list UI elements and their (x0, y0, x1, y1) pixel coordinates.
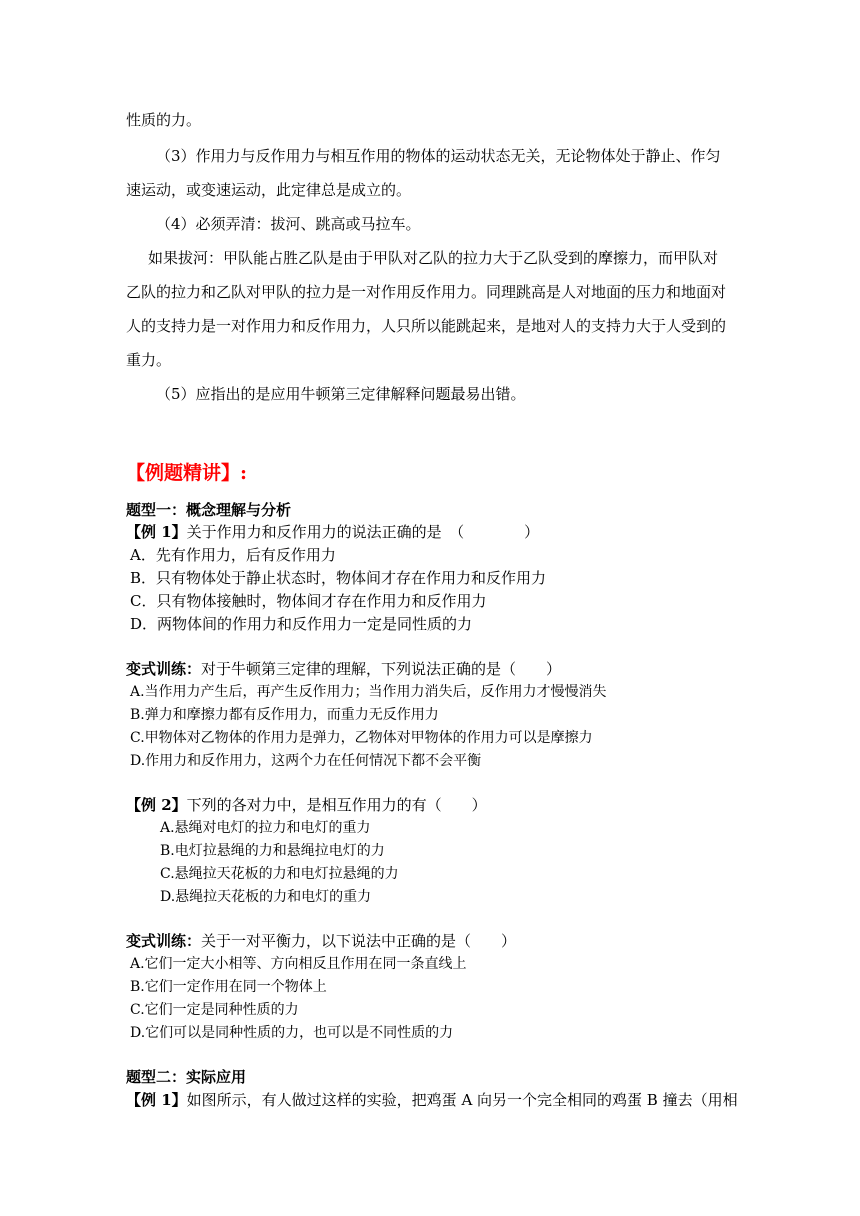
question-stem: 如图所示，有人做过这样的实验，把鸡蛋 A 向另一个完全相同的鸡蛋 B 撞去（用相 (186, 1091, 738, 1109)
variant2-question (126, 931, 516, 951)
type1-example1-question (126, 522, 539, 542)
intro-continuation: 性质的力。 (126, 111, 202, 129)
section-title: 【例题精讲】: (126, 462, 248, 484)
option-d: D.作用力和反作用力，这两个力在任何情况下都不会平衡 (130, 753, 482, 769)
point-4-line-4: 重力。 (126, 351, 172, 369)
point-3-continuation: 速运动，或变速运动，此定律总是成立的。 (126, 181, 412, 199)
point-4-line-2: 乙队的拉力和乙队对甲队的拉力是一对作用反作用力。同理跳高是人对地面的压力和地面对 (126, 283, 727, 301)
option-a: A.它们一定大小相等、方向相反且作用在同一条直线上 (130, 956, 467, 972)
point-5: （5）应指出的是应用牛顿第三定律解释问题最易出错。 (156, 385, 526, 403)
type2-heading: 题型二：实际应用 (126, 1068, 247, 1086)
option-c: C.它们一定是同种性质的力 (130, 1002, 299, 1018)
option-a: A.当作用力产生后，再产生反作用力；当作用力消失后，反作用力才慢慢消失 (130, 684, 607, 700)
example-tag: 【例 2】 (126, 796, 187, 814)
option-d: D.悬绳拉天花板的力和电灯的重力 (160, 889, 372, 905)
option-b: B.弹力和摩擦力都有反作用力，而重力无反作用力 (130, 707, 439, 723)
variant1-question (126, 659, 561, 679)
option-b: B.它们一定作用在同一个物体上 (130, 979, 327, 995)
question-stem: 下列的各对力中，是相互作用力的有（ ） (186, 796, 487, 814)
type2-example1-question (126, 1090, 738, 1110)
option-c: C．只有物体接触时，物体间才存在作用力和反作用力 (130, 592, 487, 610)
example-tag: 【例 1】 (126, 523, 187, 541)
option-a: A.悬绳对电灯的拉力和电灯的重力 (160, 820, 371, 836)
option-d: D.它们可以是同种性质的力，也可以是不同性质的力 (130, 1025, 454, 1041)
example-tag: 【例 1】 (126, 1091, 187, 1109)
type1-heading: 题型一：概念理解与分析 (126, 501, 292, 519)
option-a: A．先有作用力，后有反作用力 (130, 546, 336, 564)
variant-tag: 变式训练： (126, 932, 202, 950)
question-stem: 关于作用力和反作用力的说法正确的是 （ ） (186, 523, 540, 541)
question-stem: 关于一对平衡力，以下说法中正确的是（ ） (201, 932, 517, 950)
point-4-line-3: 人的支持力是一对作用力和反作用力，人只所以能跳起来，是地对人的支持力大于人受到的 (126, 317, 727, 335)
option-b: B．只有物体处于静止状态时，物体间才存在作用力和反作用力 (130, 569, 547, 587)
question-stem: 对于牛顿第三定律的理解，下列说法正确的是（ ） (201, 660, 562, 678)
option-b: B.电灯拉悬绳的力和悬绳拉电灯的力 (160, 843, 385, 859)
point-3: （3）作用力与反作用力与相互作用的物体的运动状态无关，无论物体处于静止、作匀 (156, 147, 721, 165)
type1-example2-question (126, 795, 487, 815)
point-4-line-1: 如果拔河：甲队能占胜乙队是由于甲队对乙队的拉力大于乙队受到的摩擦力，而甲队对 (148, 249, 719, 267)
variant-tag: 变式训练： (126, 660, 202, 678)
option-c: C.悬绳拉天花板的力和电灯拉悬绳的力 (160, 866, 399, 882)
point-4: （4）必须弄清：拔河、跳高或马拉车。 (156, 215, 421, 233)
option-d: D．两物体间的作用力和反作用力一定是同性质的力 (130, 615, 473, 633)
option-c: C.甲物体对乙物体的作用力是弹力，乙物体对甲物体的作用力可以是摩擦力 (130, 730, 593, 746)
